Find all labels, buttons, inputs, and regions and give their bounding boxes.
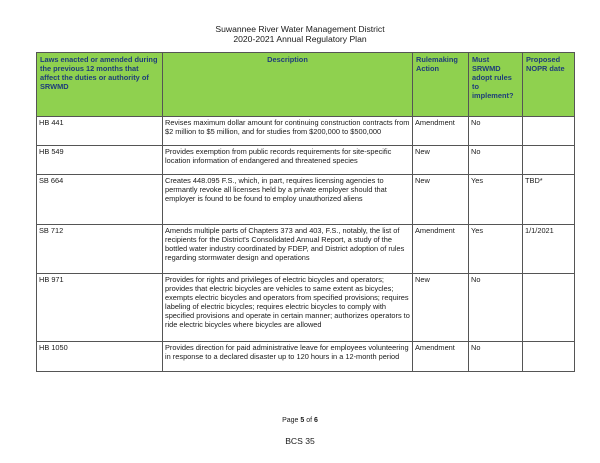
nopr-cell: 1/1/2021 [523,225,575,274]
adopt-cell: Yes [469,225,523,274]
action-cell: Amendment [413,225,469,274]
adopt-cell: No [469,146,523,175]
column-header-nopr-date: Proposed NOPR date [523,53,575,117]
adopt-cell: No [469,342,523,372]
nopr-cell [523,342,575,372]
action-cell: Amendment [413,342,469,372]
law-cell: SB 664 [37,175,163,225]
document-code: BCS 35 [285,436,315,446]
law-cell: HB 971 [37,274,163,342]
page-of: of [304,417,315,424]
nopr-cell: TBD* [523,175,575,225]
column-header-rulemaking-action: Rulemaking Action [413,53,469,117]
adopt-cell: No [469,274,523,342]
table-row [37,225,575,274]
district-name: Suwannee River Water Management District [215,24,385,34]
page-number [0,417,600,424]
table-header-row [37,53,575,117]
regulatory-plan-table [36,52,575,372]
page-current: 5 [300,417,305,424]
column-header-must-adopt: Must SRWMD adopt rules to implement? [469,53,523,117]
description-cell: Creates 448.095 F.S., which, in part, requires licensing agencies to permantly revoke all licenses held by a private employer should that employer is found to be found to employ unauthorized aliens [163,175,413,225]
table-row [37,146,575,175]
action-cell: New [413,175,469,225]
description-cell: Provides exemption from public records requirements for site-specific location information of endangered and threatened species [163,146,413,175]
description-cell: Provides direction for paid administrative leave for employees volunteering in response to a declared disaster up to 120 hours in a 12-month period [163,342,413,372]
law-cell: HB 549 [37,146,163,175]
adopt-cell: Yes [469,175,523,225]
description-cell: Provides for rights and privileges of electric bicycles and operators; provides that electric bicycles are vehicles to same extent as bicycles; exempts electric bicycles and operators from specified provisions; requires labeling of electric bicycles; requires electric bicycles to comply with specified provisions and operate in certain manner; authorizes operators to ride electric bicycles where bicycles are allowed [163,274,413,342]
page-total: 6 [314,417,318,424]
document-header [0,24,600,44]
law-cell: HB 1050 [37,342,163,372]
law-cell: SB 712 [37,225,163,274]
nopr-cell [523,117,575,146]
table-row [37,117,575,146]
page-prefix: Page [282,417,301,424]
action-cell: Amendment [413,117,469,146]
adopt-cell: No [469,117,523,146]
column-header-description: Description [163,53,413,117]
nopr-cell [523,146,575,175]
action-cell: New [413,274,469,342]
law-cell: HB 441 [37,117,163,146]
table-row [37,342,575,372]
description-cell: Revises maximum dollar amount for continuing construction contracts from $2 million to $5 million, and for studies from $200,000 to $500,000 [163,117,413,146]
nopr-cell [523,274,575,342]
column-header-laws: Laws enacted or amended during the previous 12 months that affect the duties or authority of SRWMD [37,53,163,117]
plan-title: 2020-2021 Annual Regulatory Plan [233,34,367,44]
action-cell: New [413,146,469,175]
table-row [37,274,575,342]
table-row [37,175,575,225]
description-cell: Amends multiple parts of Chapters 373 and 403, F.S., notably, the list of recipients for the District's Consolidated Annual Report, a study of the bottled water industry coordinated by FDEP, and District adoption of rules regarding stormwater design and operations [163,225,413,274]
